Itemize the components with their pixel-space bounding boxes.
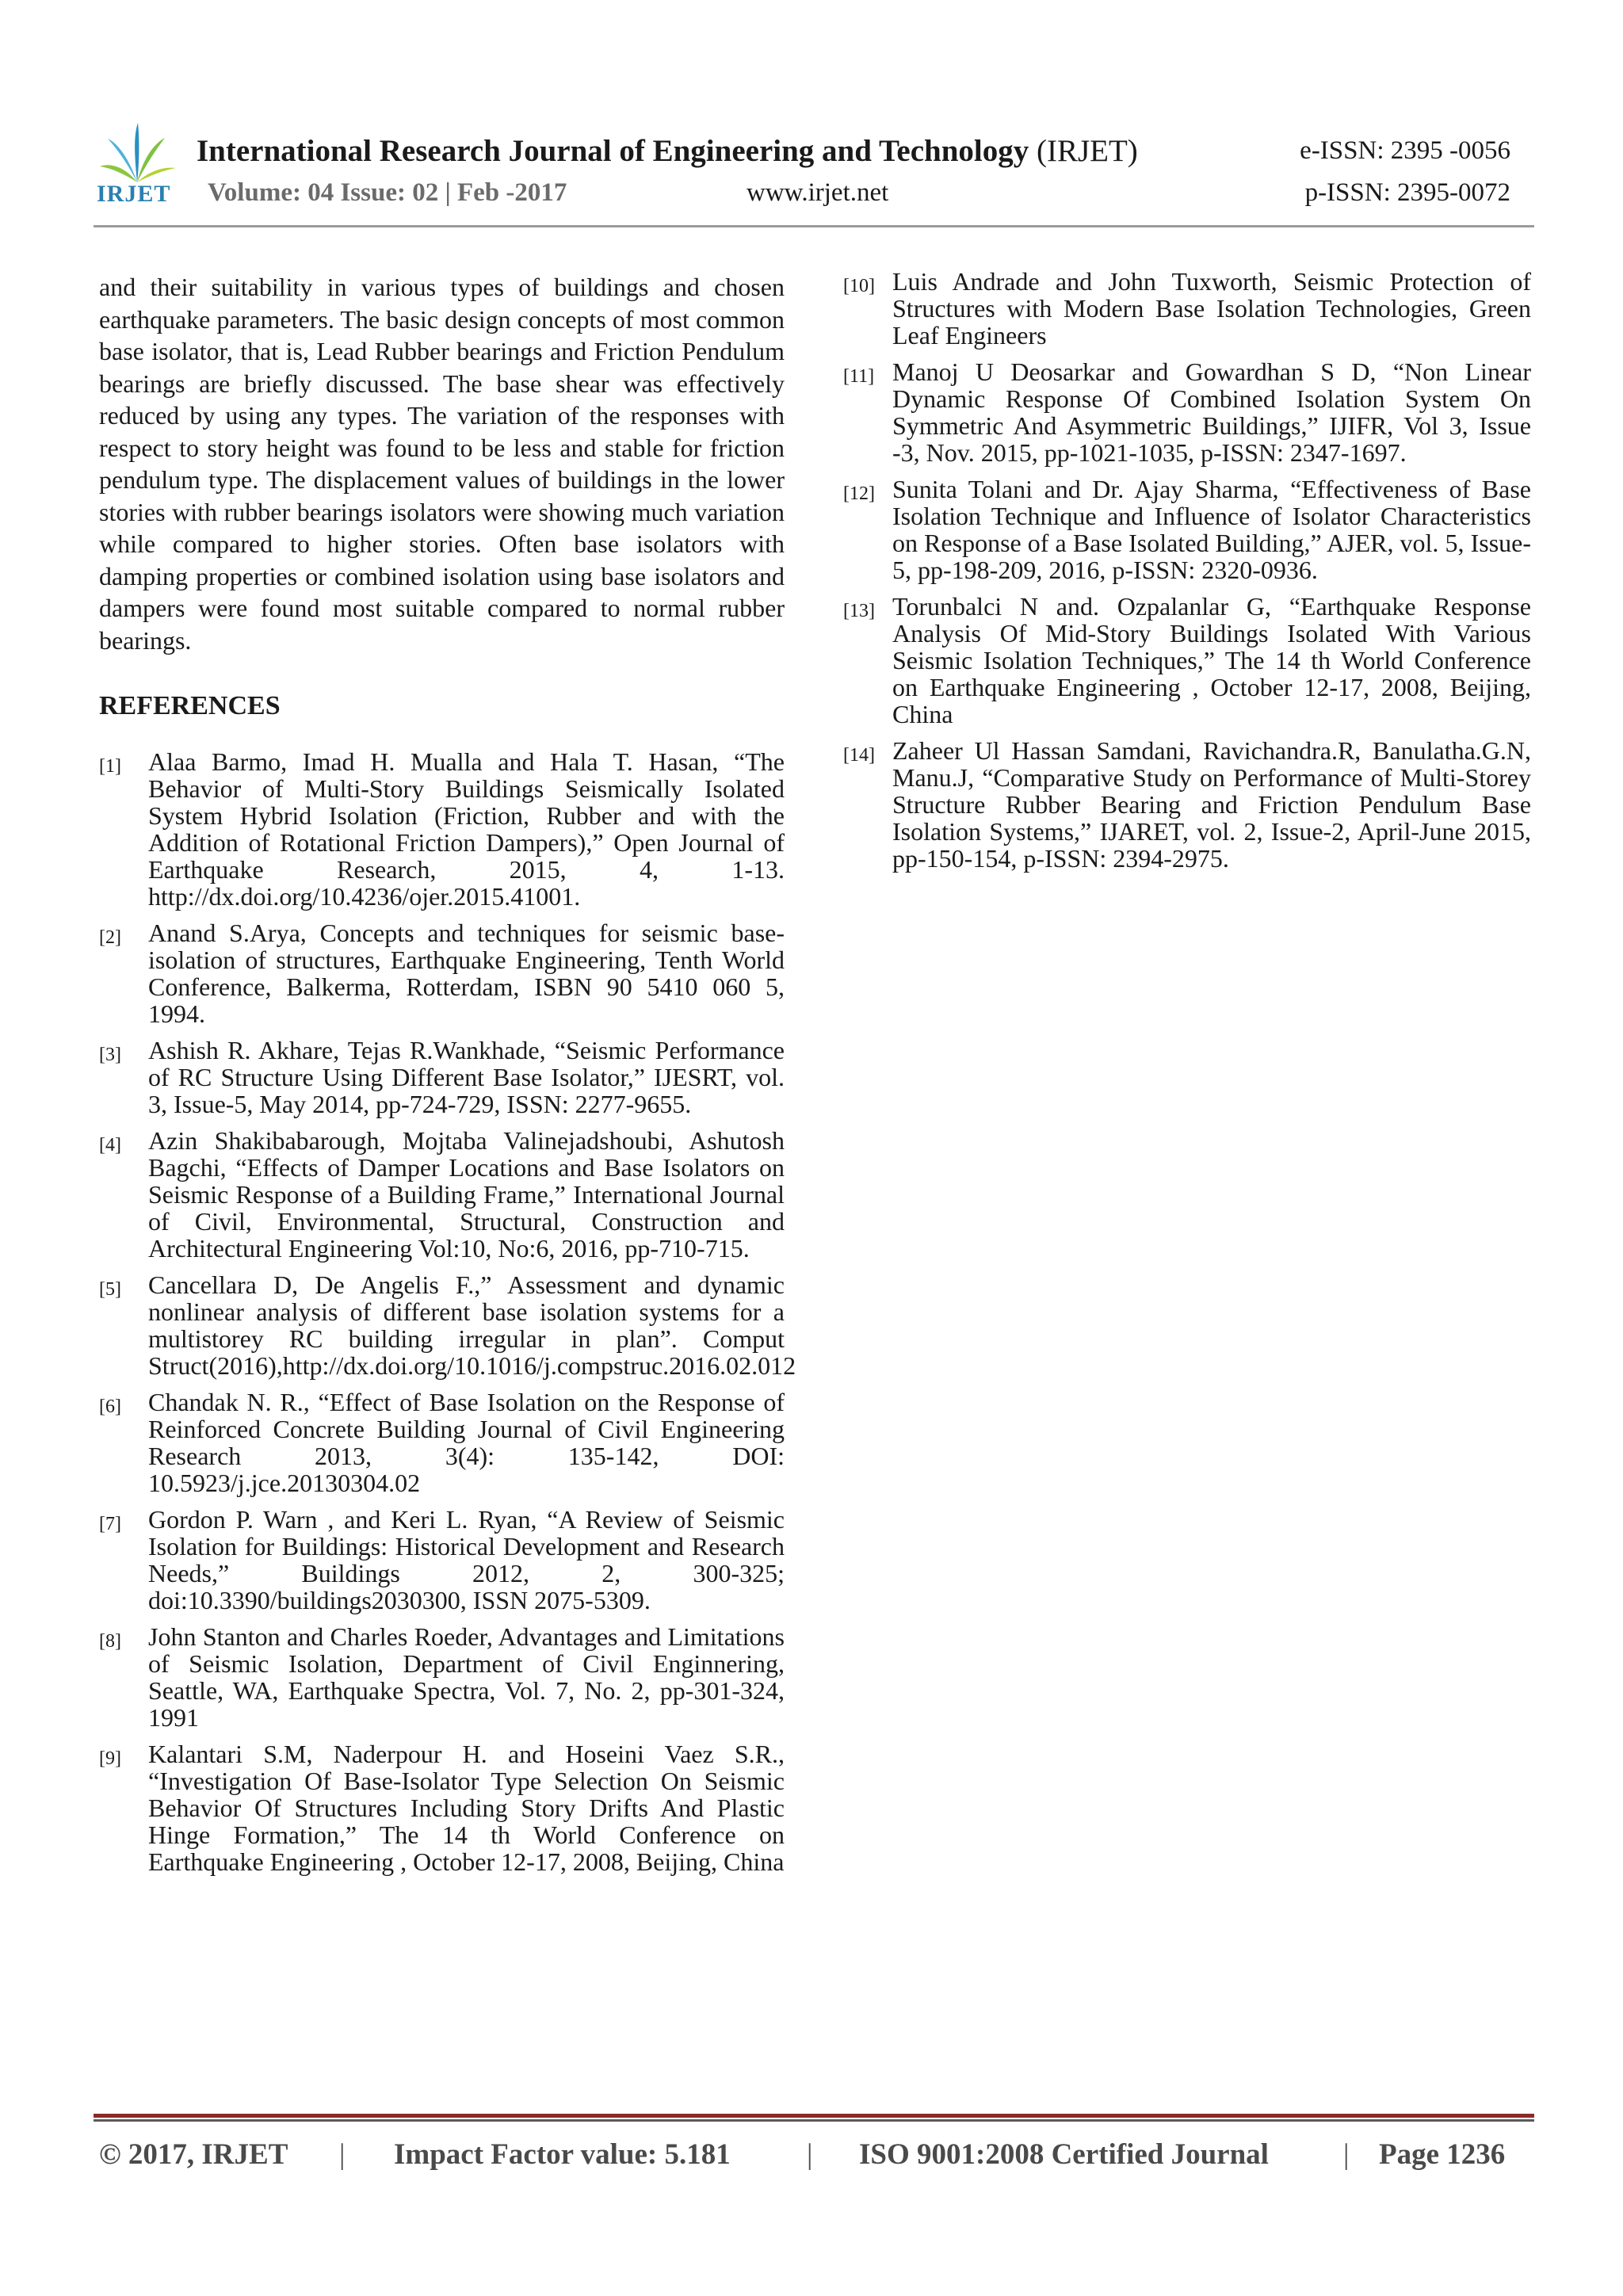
- body-paragraph: and their suitability in various types of buildings and chosen earthquake parameters. The basic design concepts of most common base isolator, that is, Lead Rubber bearings and Friction Pendulum bearings are briefly discussed. The base shear was effectively reduced by using any types. The variation of the responses with respect to story height was found to be less and stable for friction pendulum type. The displacement values of buildings in the lower stories with rubber bearings isolators were showing much variation while compared to higher stories. Often base isolators with damping properties or combined isolation using base isolators and dampers were found most suitable compared to normal rubber bearings.: [99, 273, 785, 655]
- p-issn: p-ISSN: 2395-0072: [1304, 178, 1510, 207]
- reference-text: Kalantari S.M, Naderpour H. and Hoseini Vaez S.R., “Investigation Of Base-Isolator Type Selection On Seismic Behavior Of Structures Including Story Drifts And Plastic Hinge Formation,” The 14 th World Conference on Earthquake Engineering , October 12-17, 2008, Beijing, China: [148, 1740, 785, 1876]
- reference-item: [843, 737, 1531, 872]
- reference-text: Ashish R. Akhare, Tejas R.Wankhade, “Seismic Performance of RC Structure Using Different Base Isolator,” IJESRT, vol. 3, Issue-5, May 2014, pp-724-729, ISSN: 2277-9655.: [148, 1036, 785, 1118]
- reference-number: [9]: [99, 1748, 121, 1769]
- reference-text: Luis Andrade and John Tuxworth, Seismic Protection of Structures with Modern Base Isolation Technologies, Green Leaf Engineers: [892, 267, 1531, 350]
- reference-text: Sunita Tolani and Dr. Ajay Sharma, “Effectiveness of Base Isolation Technique and Influence of Isolator Characteristics on Response of a Base Isolated Building,” AJER, vol. 5, Issue-5, pp-198-209, 2016, p-ISSN: 2320-0936.: [892, 475, 1531, 584]
- reference-number: [8]: [99, 1631, 121, 1652]
- reference-text: Cancellara D, De Angelis F.,” Assessment and dynamic nonlinear analysis of different base isolation systems for a multistorey RC building irregular in plan”. Comput Struct(2016),http://dx.doi.org/10.1016/j.compstruc.2016.02.012: [148, 1270, 796, 1380]
- reference-number: [13]: [843, 601, 875, 621]
- reference-item: [843, 268, 1531, 349]
- website-link[interactable]: www.irjet.net: [747, 178, 889, 207]
- reference-item: [99, 1389, 785, 1496]
- reference-item: [99, 1740, 785, 1875]
- reference-text: Alaa Barmo, Imad H. Mualla and Hala T. Hasan, “The Behavior of Multi-Story Buildings Seismically Isolated System Hybrid Isolation (Friction, Rubber and with the Addition of Rotational Friction Dampers),” Open Journal of Earthquake Research, 2015, 4, 1-13. http://dx.doi.org/10.4236/ojer.2015.41001.: [148, 747, 785, 911]
- reference-item: [843, 358, 1531, 466]
- reference-text: Torunbalci N and. Ozpalanlar G, “Earthquake Response Analysis Of Mid-Story Buildings Isolated With Various Seismic Isolation Techniques,” The 14 th World Conference on Earthquake Engineering , October 12-17, 2008, Beijing, China: [892, 592, 1531, 728]
- reference-item: [99, 1037, 785, 1117]
- footer-divider-top: [94, 2114, 1534, 2118]
- reference-number: [4]: [99, 1135, 121, 1156]
- reference-number: [5]: [99, 1279, 121, 1300]
- reference-text: Anand S.Arya, Concepts and techniques for seismic base-isolation of structures, Earthquake Engineering, Tenth World Conference, Balkerma, Rotterdam, ISBN 90 5410 060 5, 1994.: [148, 919, 785, 1028]
- reference-item: [99, 1127, 785, 1262]
- footer-impact-factor: Impact Factor value: 5.181: [394, 2138, 731, 2171]
- footer-page-number: Page 1236: [1379, 2138, 1506, 2171]
- right-column: [843, 268, 1531, 881]
- reference-item: [99, 1506, 785, 1614]
- header-divider: [94, 225, 1534, 227]
- reference-item: [843, 476, 1531, 583]
- reference-text: Gordon P. Warn , and Keri L. Ryan, “A Review of Seismic Isolation for Buildings: Historical Development and Research Needs,” Buildings 2012, 2, 300-325; doi:10.3390/buildings2030300, ISSN 2075-5309.: [148, 1505, 785, 1614]
- reference-text: Chandak N. R., “Effect of Base Isolation on the Response of Reinforced Concrete Building Journal of Civil Engineering Research 2013, 3(4): 135-142, DOI: 10.5923/j.jce.20130304.02: [148, 1388, 785, 1497]
- reference-item: [99, 919, 785, 1027]
- journal-title: [197, 133, 1138, 169]
- reference-item: [843, 593, 1531, 728]
- footer-separator: |: [807, 2138, 813, 2171]
- reference-list-left: [99, 747, 796, 1876]
- footer-divider-bottom: [94, 2119, 1534, 2122]
- volume-issue: Volume: 04 Issue: 02 | Feb -2017: [208, 178, 567, 207]
- reference-list-right: [843, 268, 1531, 872]
- reference-number: [1]: [99, 756, 121, 777]
- reference-number: [3]: [99, 1045, 121, 1065]
- reference-number: [14]: [843, 745, 875, 766]
- reference-number: [10]: [843, 276, 875, 296]
- footer-iso: ISO 9001:2008 Certified Journal: [859, 2138, 1269, 2171]
- reference-number: [12]: [843, 483, 875, 504]
- footer-separator: |: [339, 2138, 346, 2171]
- reference-number: [2]: [99, 927, 121, 948]
- e-issn: e-ISSN: 2395 -0056: [1300, 136, 1510, 165]
- reference-number: [11]: [843, 366, 875, 387]
- references-heading: REFERENCES: [99, 691, 281, 720]
- reference-text: Zaheer Ul Hassan Samdani, Ravichandra.R, Banulatha.G.N, Manu.J, “Comparative Study on Performance of Multi-Storey Structure Rubber Bearing and Friction Pendulum Base Isolation Systems,” IJARET, vol. 2, Issue-2, April-June 2015, pp-150-154, p-ISSN: 2394-2975.: [892, 736, 1531, 873]
- reference-item: [99, 748, 785, 910]
- left-column: [99, 271, 796, 1885]
- reference-text: Manoj U Deosarkar and Gowardhan S D, “Non Linear Dynamic Response Of Combined Isolation System On Symmetric And Asymmetric Buildings,” IJIFR, Vol 3, Issue -3, Nov. 2015, pp-1021-1035, p-ISSN: 2347-1697.: [892, 357, 1531, 467]
- reference-text: John Stanton and Charles Roeder, Advantages and Limitations of Seismic Isolation, Department of Civil Enginnering, Seattle, WA, Earthquake Spectra, Vol. 7, No. 2, pp-301-324, 1991: [148, 1622, 785, 1732]
- reference-item: [99, 1270, 796, 1380]
- reference-number: [7]: [99, 1514, 121, 1534]
- logo-text: IRJET: [97, 181, 171, 207]
- reference-item: [99, 1623, 785, 1731]
- footer-copyright: © 2017, IRJET: [99, 2138, 288, 2171]
- footer-separator: |: [1343, 2138, 1350, 2171]
- reference-number: [6]: [99, 1396, 121, 1417]
- reference-text: Azin Shakibabarough, Mojtaba Valinejadshoubi, Ashutosh Bagchi, “Effects of Damper Locations and Base Isolators on Seismic Response of a Building Frame,” International Journal of Civil, Environmental, Structural, Construction and Architectural Engineering Vol:10, No:6, 2016, pp-710-715.: [148, 1126, 785, 1263]
- journal-abbr: (IRJET): [1036, 134, 1138, 168]
- journal-name: International Research Journal of Engineering and Technology: [197, 134, 1029, 168]
